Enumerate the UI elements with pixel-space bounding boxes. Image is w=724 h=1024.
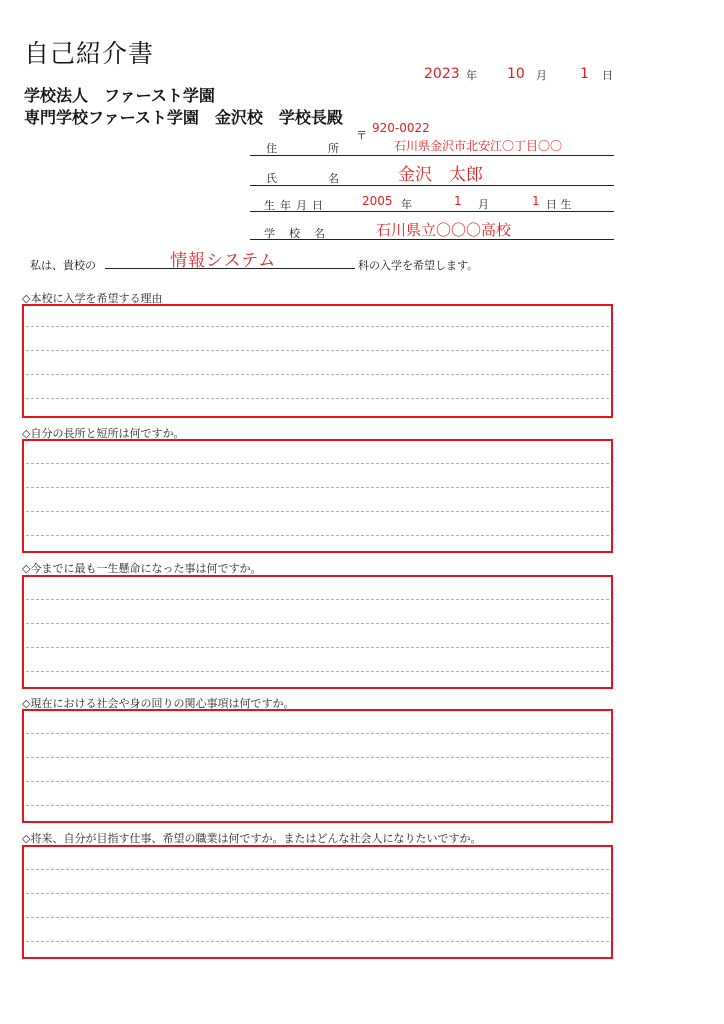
- birth-year-value[interactable]: 2005: [362, 194, 393, 208]
- date-day-unit: 日: [602, 69, 613, 82]
- address-underline: [250, 155, 614, 156]
- ruled-line: [26, 733, 609, 734]
- ruled-line: [26, 869, 609, 870]
- answer-box-5[interactable]: [22, 845, 613, 959]
- school-underline: [250, 239, 614, 240]
- document-title: 自己紹介書: [24, 39, 155, 68]
- answer-box-3[interactable]: [22, 575, 613, 689]
- question-3-label: ◇今までに最も一生懸命になった事は何ですか。: [22, 562, 262, 575]
- ruled-line: [26, 463, 609, 464]
- ruled-line: [26, 398, 609, 399]
- birth-month-value[interactable]: 1: [454, 194, 462, 208]
- answer-box-4[interactable]: [22, 709, 613, 823]
- ruled-line: [26, 511, 609, 512]
- postal-mark-icon: 〒: [356, 129, 367, 142]
- question-4-label: ◇現在における社会や身の回りの関心事項は何ですか。: [22, 697, 295, 710]
- birth-month-unit: 月: [478, 198, 489, 211]
- date-month[interactable]: 10: [507, 66, 525, 82]
- address-value[interactable]: 石川県金沢市北安江〇丁目〇〇: [394, 139, 563, 153]
- answer-box-1[interactable]: [22, 304, 613, 418]
- name-value[interactable]: 金沢 太郎: [398, 165, 483, 185]
- question-2-label: ◇自分の長所と短所は何ですか。: [22, 427, 185, 440]
- ruled-line: [26, 326, 609, 327]
- department-value[interactable]: 情報システム: [170, 251, 277, 271]
- department-prefix: 私は、貴校の: [30, 259, 96, 272]
- department-suffix: 科の入学を希望します。: [358, 259, 479, 272]
- question-1-label: ◇本校に入学を希望する理由: [22, 292, 163, 305]
- ruled-line: [26, 757, 609, 758]
- name-label-char-1: 氏: [266, 172, 277, 185]
- school-value[interactable]: 石川県立〇〇〇高校: [376, 221, 512, 239]
- address-label-char-1: 住: [266, 142, 277, 155]
- addressee-line-1: 学校法人 ファースト学園: [24, 86, 215, 105]
- ruled-line: [26, 535, 609, 536]
- question-5-label: ◇将来、自分が目指す仕事、希望の職業は何ですか。またはどんな社会人になりたいですか。: [22, 832, 482, 845]
- school-label: 学校名: [264, 227, 339, 240]
- ruled-line: [26, 599, 609, 600]
- birthdate-label: 生年月日: [264, 199, 328, 212]
- birth-day-value[interactable]: 1: [532, 194, 540, 208]
- ruled-line: [26, 487, 609, 488]
- zip-code-value[interactable]: 920-0022: [372, 121, 430, 135]
- ruled-line: [26, 350, 609, 351]
- department-underline: [105, 268, 355, 269]
- name-label-char-2: 名: [328, 172, 339, 185]
- address-label-char-2: 所: [328, 142, 339, 155]
- date-day[interactable]: 1: [580, 66, 589, 82]
- name-underline: [250, 185, 614, 186]
- ruled-line: [26, 647, 609, 648]
- ruled-line: [26, 671, 609, 672]
- addressee-line-2: 専門学校ファースト学園 金沢校 学校長殿: [24, 108, 343, 127]
- ruled-line: [26, 374, 609, 375]
- ruled-line: [26, 805, 609, 806]
- date-year-unit: 年: [466, 69, 477, 82]
- ruled-line: [26, 941, 609, 942]
- birth-day-unit: 日 生: [546, 198, 572, 211]
- ruled-line: [26, 893, 609, 894]
- date-year[interactable]: 2023: [424, 66, 460, 82]
- ruled-line: [26, 917, 609, 918]
- date-month-unit: 月: [536, 69, 547, 82]
- birth-year-unit: 年: [401, 198, 412, 211]
- ruled-line: [26, 623, 609, 624]
- answer-box-2[interactable]: [22, 439, 613, 553]
- birthdate-underline: [250, 211, 614, 212]
- ruled-line: [26, 781, 609, 782]
